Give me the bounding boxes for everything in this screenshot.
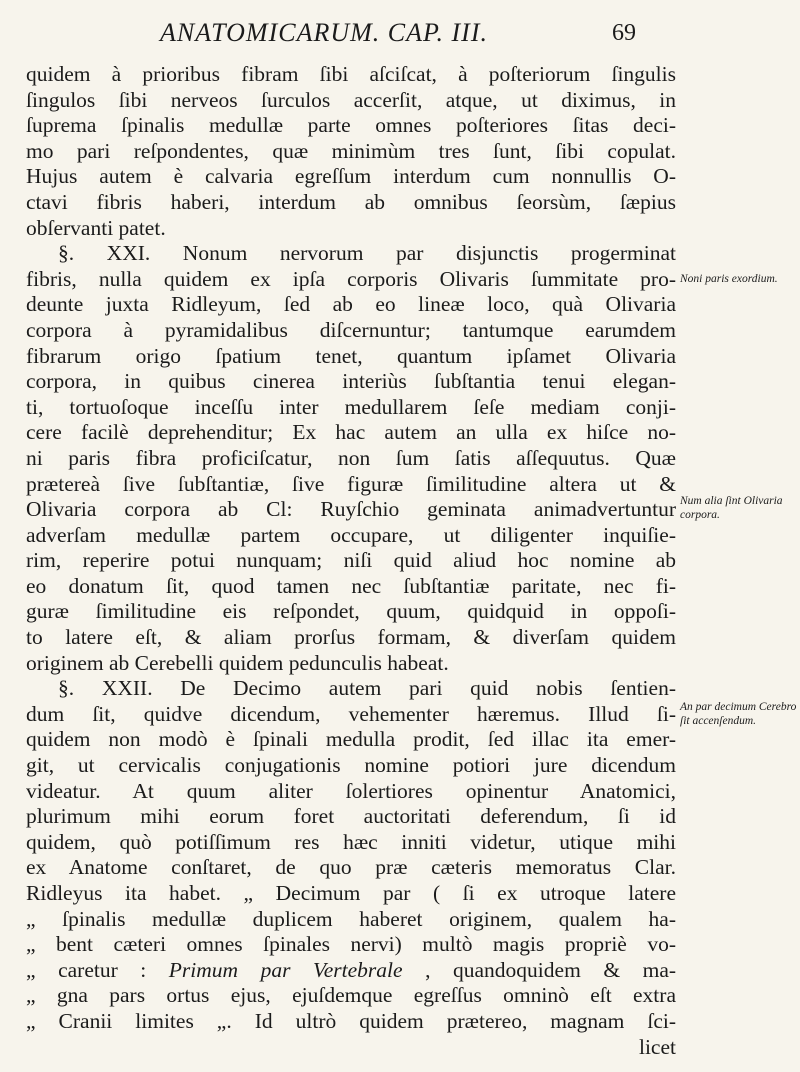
running-title: ANATOMICARUM. CAP. III. <box>160 18 488 47</box>
text-line: quidem, quò potiſſimum res hæc inniti videtur, utique mihi <box>26 829 676 854</box>
running-head <box>0 18 800 52</box>
text-line: git, ut cervicalis conjugationis nomine potiori jure dicendum <box>26 753 676 778</box>
italic-phrase: Primum par Vertebrale <box>168 957 403 982</box>
text-line: ex Anatome conſtaret, de quo præ cæteris memoratus Clar. <box>26 855 676 880</box>
text-line: mo pari reſpondentes, quæ minimùm tres ſunt, ſibi copulat. <box>26 138 676 163</box>
text-line: corpora à pyramidalibus diſcernuntur; tantumque earumdem <box>26 317 676 342</box>
text-line: quidem non modò è ſpinali medulla prodit, ſed illac ita emer- <box>26 727 676 752</box>
text-line: adverſam medullæ partem occupare, ut diligenter inquiſie- <box>26 522 676 547</box>
margin-note: Noni paris exordium. <box>680 273 778 285</box>
catchword: licet <box>638 1034 676 1059</box>
text-line: to latere eſt, & aliam prorſus formam, & diverſam quidem <box>26 625 676 650</box>
text-line: cere facilè deprehenditur; Ex hac autem an ulla ex hiſce no- <box>26 420 676 445</box>
text-line: videatur. At quum aliter ſolertiores opinentur Anatomici, <box>26 778 676 803</box>
text-line: Hujus autem è calvaria egreſſum interdum cum nonnullis O- <box>26 164 676 189</box>
text-line: prætereà ſive ſubſtantiæ, ſive figuræ ſimilitudine altera ut & <box>26 471 676 496</box>
text-line: fibrarum origo ſpatium tenet, quantum ipſamet Olivaria <box>26 343 676 368</box>
text-line: dum ſit, quidve dicendum, vehementer hæremus. Illud ſi- <box>26 701 676 726</box>
section-heading-line: §. XXII. De Decimo autem pari quid nobis ſentien- <box>58 676 676 701</box>
text-line: ſuprema ſpinalis medullæ parte omnes poſteriores ſitas deci- <box>26 113 676 138</box>
text-line-with-italic: „ caretur : Primum par Vertebrale , quandoquidem & ma- <box>26 957 676 982</box>
text-line: ti, tortuoſoque inceſſu inter medullarem ſeſe mediam conji- <box>26 394 676 419</box>
text-line: deunte juxta Ridleyum, ſed ab eo lineæ loco, quà Olivaria <box>26 292 676 317</box>
text-line: guræ ſimilitudine eis reſpondet, quum, quidquid in oppoſi- <box>26 599 676 624</box>
text-line: quidem à prioribus fibram ſibi aſciſcat, à poſteriorum ſingulis <box>26 62 676 86</box>
text-line: „ Cranii limites „. Id ultrò quidem prætereo, magnam ſci- <box>26 1008 676 1033</box>
text-line: corpora, in quibus cinerea interiùs ſubſtantia tenui elegan- <box>26 369 676 394</box>
section-heading-line: §. XXI. Nonum nervorum par disjunctis progerminat <box>58 241 676 266</box>
text-line: plurimum mihi eorum foret auctoritati deferendum, ſi id <box>26 804 676 829</box>
page-number: 69 <box>612 20 636 46</box>
body-text <box>26 62 676 1060</box>
text-line: „ gna pars ortus ejus, ejuſdemque egreſſus omninò eſt extra <box>26 983 676 1008</box>
text-line: Ridleyus ita habet. „ Decimum par ( ſi ex utroque latere <box>26 881 676 905</box>
text-line: Olivaria corpora ab Cl: Ruyſchio geminata animadvertuntur <box>26 497 676 522</box>
text-line: ctavi fibris haberi, interdum ab omnibus ſeorsùm, ſæpius <box>26 189 676 214</box>
text-line: fibris, nulla quidem ex ipſa corporis Olivaris ſummitate pro- <box>26 266 676 291</box>
text-line: „ ſpinalis medullæ duplicem haberet originem, qualem ha- <box>26 906 676 931</box>
margin-note: An par decimum Cerebro ſit accenſendum. <box>680 701 797 727</box>
text-line: ni paris fibra proficiſcatur, non ſum ſatis aſſequutus. Quæ <box>26 445 676 470</box>
margin-note: Num alia ſint Olivaria corpora. <box>680 495 783 521</box>
text-line: eo donatum ſit, quod tamen nec ſubſtantiæ paritate, nec fi- <box>26 573 676 598</box>
text-line: rim, reperire potui nunquam; niſi quid aliud hoc nomine ab <box>26 548 676 573</box>
text-line: obſervanti patet. <box>26 215 166 240</box>
text-line: ſingulos ſibi nerveos ſurculos accerſit, atque, ut diximus, in <box>26 87 676 112</box>
text-line: „ bent cæteri omnes ſpinales nervi) multò magis propriè vo- <box>26 932 676 957</box>
text-line: originem ab Cerebelli quidem pedunculis habeat. <box>26 650 449 675</box>
